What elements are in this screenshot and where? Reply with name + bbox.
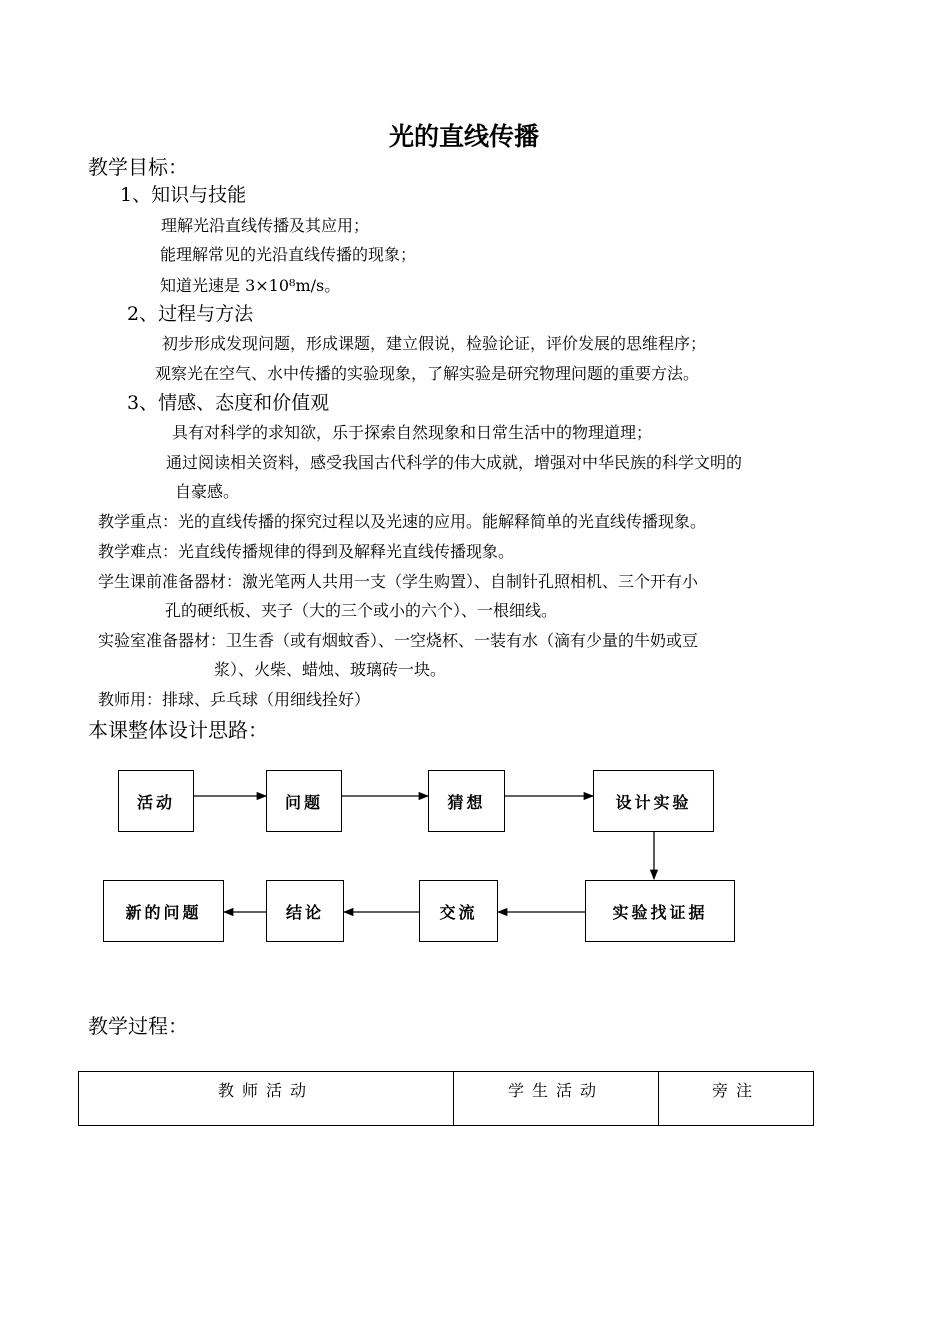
key-point: 教学重点：光的直线传播的探究过程以及光速的应用。能解释简单的光直线传播现象。	[98, 512, 707, 531]
lab-materials: 实验室准备器材：卫生香（或有烟蚊香）、一空烧杯、一装有水（滴有少量的牛奶或豆	[98, 631, 699, 650]
objective-item: 自豪感。	[175, 482, 240, 501]
design-heading: 本课整体设计思路：	[88, 718, 268, 742]
objective-item: 知道光速是 3×10⁸m/s。	[160, 276, 341, 295]
objective-item: 观察光在空气、水中传播的实验现象，了解实验是研究物理问题的重要方法。	[155, 364, 700, 383]
flow-box-exchange: 交流	[419, 880, 498, 942]
flow-box-hypothesis: 猜想	[428, 770, 505, 832]
flow-box-design-experiment: 设计实验	[593, 770, 714, 832]
teacher-items: 教师用：排球、乒乓球（用细线拴好）	[98, 690, 371, 709]
objective-item: 通过阅读相关资料，感受我国古代科学的伟大成就，增强对中华民族的科学文明的	[166, 453, 743, 472]
flow-box-conclusion: 结论	[266, 880, 344, 942]
lab-materials-cont: 浆）、火柴、蜡烛、玻璃砖一块。	[214, 660, 447, 679]
flow-box-find-evidence: 实验找证据	[585, 880, 735, 942]
objective-item: 能理解常见的光沿直线传播的现象；	[160, 245, 417, 264]
student-materials-cont: 孔的硬纸板、夹子（大的三个或小的六个）、一根细线。	[165, 601, 558, 620]
process-heading: 教学过程：	[88, 1014, 188, 1038]
section-1-heading: 1、知识与技能	[120, 184, 247, 206]
objective-item: 初步形成发现问题，形成课题，建立假说，检验论证，评价发展的思维程序；	[162, 334, 707, 353]
student-materials: 学生课前准备器材：激光笔两人共用一支（学生购置）、自制针孔照相机、三个开有小	[98, 572, 699, 591]
objective-item: 理解光沿直线传播及其应用；	[161, 216, 370, 235]
difficulty: 教学难点：光直线传播规律的得到及解释光直线传播现象。	[98, 542, 515, 561]
objectives-label: 教学目标：	[88, 155, 188, 179]
objective-item: 具有对科学的求知欲，乐于探索自然现象和日常生活中的物理道理；	[172, 423, 653, 442]
flow-box-new-question: 新的问题	[103, 880, 224, 942]
header-student-activity: 学生活动	[454, 1072, 659, 1126]
header-teacher-activity: 教师活动	[79, 1072, 454, 1126]
header-notes: 旁注	[659, 1072, 814, 1126]
section-2-heading: 2、过程与方法	[127, 303, 254, 325]
teaching-process-table	[78, 1071, 814, 1126]
flow-box-activity: 活动	[118, 770, 194, 832]
page-title: 光的直线传播	[389, 122, 540, 151]
section-3-heading: 3、情感、态度和价值观	[127, 392, 330, 414]
flow-box-question: 问题	[266, 770, 342, 832]
